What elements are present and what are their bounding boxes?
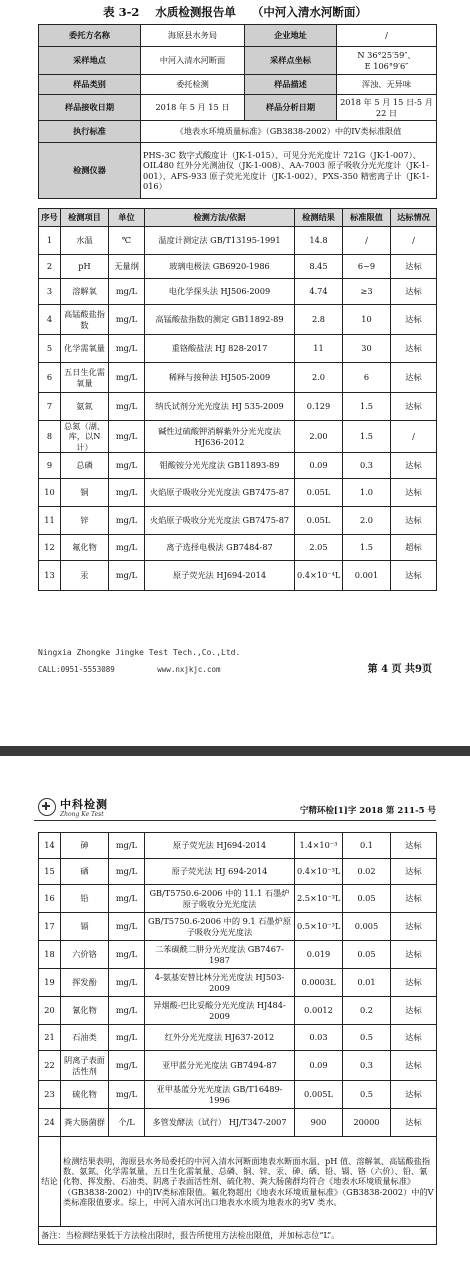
- cell-method: 电化学探头法 HJ506-2009: [145, 279, 295, 305]
- cell-item: 铅: [61, 885, 109, 913]
- header-limit: 标准限值: [343, 209, 391, 227]
- cell-limit: 0.3: [343, 453, 391, 479]
- cell-unit: mg/L: [109, 335, 145, 363]
- cell-limit: 10: [343, 305, 391, 335]
- cell-method: 原子荧光法 HJ 694-2014: [145, 859, 295, 885]
- cell-result: 0.5×10⁻³L: [295, 913, 343, 941]
- cell-no: 22: [39, 1051, 61, 1081]
- cell-no: 5: [39, 335, 61, 363]
- cell-item: pH: [61, 255, 109, 279]
- cell-no: 10: [39, 479, 61, 507]
- cell-result: 0.019: [295, 941, 343, 969]
- cell-unit: mg/L: [109, 969, 145, 997]
- conclusion-row: [39, 1137, 437, 1227]
- results-table-1: [38, 208, 437, 591]
- cell-method: 高锰酸盐指数的测定 GB11892-89: [145, 305, 295, 335]
- table-row: [39, 507, 437, 535]
- website-link[interactable]: www.nxjkjc.com: [157, 665, 221, 674]
- cell-item: 溶解氧: [61, 279, 109, 305]
- client-label: 委托方名称: [39, 25, 141, 47]
- standard-label: 执行标准: [39, 121, 141, 143]
- analysis-label: 样品分析日期: [245, 95, 337, 121]
- cell-item: 粪大肠菌群: [61, 1109, 109, 1137]
- cell-method: 4-氨基安替比林分光光度法 HJ503-2009: [145, 969, 295, 997]
- cell-limit: 0.001: [343, 561, 391, 591]
- table-row: [39, 363, 437, 393]
- cell-unit: mg/L: [109, 507, 145, 535]
- cell-item: 挥发酚: [61, 969, 109, 997]
- cell-item: 硫化物: [61, 1081, 109, 1109]
- cell-no: 8: [39, 421, 61, 453]
- cell-limit: 0.05: [343, 885, 391, 913]
- cell-result: 0.4×10⁻³L: [295, 859, 343, 885]
- header-divider: [34, 820, 436, 821]
- cell-status: 达标: [391, 969, 437, 997]
- cell-unit: 无量纲: [109, 255, 145, 279]
- results-header-row: [39, 209, 437, 227]
- cell-unit: mg/L: [109, 421, 145, 453]
- cell-result: 0.09: [295, 1051, 343, 1081]
- table-row: [39, 561, 437, 591]
- cell-limit: 0.5: [343, 1081, 391, 1109]
- table-title: [0, 4, 470, 20]
- cell-result: 900: [295, 1109, 343, 1137]
- site-label: 采样地点: [39, 47, 141, 75]
- instrument-label: 检测仪器: [39, 143, 141, 199]
- cell-no: 17: [39, 913, 61, 941]
- cell-method: 火焰原子吸收分光光度法 GB7475-87: [145, 479, 295, 507]
- table-row: [39, 1109, 437, 1137]
- cell-item: 镉: [61, 913, 109, 941]
- cell-no: 9: [39, 453, 61, 479]
- analysis-value: 2018 年 5 月 15 日-5 月 22 日: [337, 95, 437, 121]
- table-row: [39, 913, 437, 941]
- cell-limit: 20000: [343, 1109, 391, 1137]
- address-value: /: [337, 25, 437, 47]
- cell-status: 达标: [391, 1109, 437, 1137]
- table-row: [39, 393, 437, 421]
- cell-method: 多管发酵法（试行） HJ/T347-2007: [145, 1109, 295, 1137]
- company-name: Ningxia Zhongke Jingke Test Tech.,Co.,Ltd.: [38, 648, 241, 657]
- cell-item: 氰化物: [61, 997, 109, 1025]
- cell-method: 异烟酸-巴比妥酸分光光度法 HJ484-2009: [145, 997, 295, 1025]
- cell-unit: mg/L: [109, 479, 145, 507]
- cell-limit: ≥3: [343, 279, 391, 305]
- cell-item: 氟化物: [61, 535, 109, 561]
- cell-item: 水温: [61, 227, 109, 255]
- cell-method: 二苯碳酰二肼分光光度法 GB7467-1987: [145, 941, 295, 969]
- contact-line: [38, 665, 221, 674]
- table-row: [39, 941, 437, 969]
- note-text: 备注：当检测结果低于方法检出限时，报告所使用方法检出限值，并加标志位“L”。: [39, 1227, 437, 1245]
- client-value: 海原县水务局: [141, 25, 245, 47]
- cell-limit: 1.5: [343, 535, 391, 561]
- category-value: 委托检测: [141, 75, 245, 95]
- table-row: [39, 279, 437, 305]
- header-item: 检测项目: [61, 209, 109, 227]
- cell-limit: 0.01: [343, 969, 391, 997]
- cell-status: 达标: [391, 363, 437, 393]
- report-page-2: [0, 782, 470, 1279]
- section-name: （中河入清水河断面）: [251, 5, 367, 19]
- cell-status: 达标: [391, 561, 437, 591]
- desc-label: 样品描述: [245, 75, 337, 95]
- cell-status: /: [391, 421, 437, 453]
- cell-item: 六价铬: [61, 941, 109, 969]
- cell-method: 原子荧光法 HJ694-2014: [145, 833, 295, 859]
- cell-no: 20: [39, 997, 61, 1025]
- cell-method: GB/T5750.6-2006 中的 11.1 石墨炉原子吸收分光光度法: [145, 885, 295, 913]
- cell-result: 2.05: [295, 535, 343, 561]
- cell-result: 0.4×10⁻⁴L: [295, 561, 343, 591]
- cell-result: 0.0012: [295, 997, 343, 1025]
- cell-unit: mg/L: [109, 833, 145, 859]
- cell-item: 砷: [61, 833, 109, 859]
- coord-label: 采样点坐标: [245, 47, 337, 75]
- cell-unit: ℃: [109, 227, 145, 255]
- header-method: 检测方法/依据: [145, 209, 295, 227]
- coord-value: [337, 47, 437, 75]
- header-unit: 单位: [109, 209, 145, 227]
- cell-unit: mg/L: [109, 363, 145, 393]
- cell-result: 0.09: [295, 453, 343, 479]
- table-row: [39, 969, 437, 997]
- note-row: [39, 1227, 437, 1245]
- recv-label: 样品接收日期: [39, 95, 141, 121]
- table-row: [39, 335, 437, 363]
- cell-unit: mg/L: [109, 305, 145, 335]
- table-number: 表 3-2: [103, 5, 140, 19]
- cell-item: 氨氮: [61, 393, 109, 421]
- coord-longitude: E 106°9′6″: [364, 60, 409, 71]
- cell-no: 23: [39, 1081, 61, 1109]
- cell-status: 达标: [391, 913, 437, 941]
- cell-item: 汞: [61, 561, 109, 591]
- cell-method: 红外分光光度法 HJ637-2012: [145, 1025, 295, 1051]
- cell-item: 总磷: [61, 453, 109, 479]
- cell-unit: mg/L: [109, 393, 145, 421]
- cell-no: 7: [39, 393, 61, 421]
- results-table-2: [38, 832, 437, 1245]
- address-label: 企业地址: [245, 25, 337, 47]
- table-row: [39, 1081, 437, 1109]
- cell-method: 钼酸铵分光光度法 GB11893-89: [145, 453, 295, 479]
- cell-limit: 30: [343, 335, 391, 363]
- table-row: [39, 421, 437, 453]
- header-no: 序号: [39, 209, 61, 227]
- cell-limit: /: [343, 227, 391, 255]
- cell-status: 达标: [391, 305, 437, 335]
- cell-unit: mg/L: [109, 997, 145, 1025]
- page-separator: [0, 700, 470, 782]
- cell-unit: mg/L: [109, 913, 145, 941]
- table-row: [39, 1051, 437, 1081]
- sample-info-table: [38, 24, 437, 199]
- logo-mark-icon: [38, 798, 56, 816]
- cell-unit: 个/L: [109, 1109, 145, 1137]
- cell-result: 11: [295, 335, 343, 363]
- conclusion-label: 结论: [39, 1137, 61, 1227]
- cell-limit: 2.0: [343, 507, 391, 535]
- table-row: [39, 255, 437, 279]
- cell-method: 亚甲基蓝分光光度法 GB/T16489-1996: [145, 1081, 295, 1109]
- cell-limit: 0.02: [343, 859, 391, 885]
- table-row: [39, 305, 437, 335]
- cell-result: 0.05L: [295, 479, 343, 507]
- document-number: 宁精环检[1]字 2018 第 211-5 号: [299, 806, 436, 816]
- cell-method: 重铬酸盐法 HJ 828-2017: [145, 335, 295, 363]
- cell-unit: mg/L: [109, 859, 145, 885]
- cell-status: 达标: [391, 393, 437, 421]
- cell-method: 温度计测定法 GB/T13195-1991: [145, 227, 295, 255]
- cell-no: 16: [39, 885, 61, 913]
- cell-item: 高锰酸盐指数: [61, 305, 109, 335]
- cell-item: 阴离子表面活性剂: [61, 1051, 109, 1081]
- recv-value: 2018 年 5 月 15 日: [141, 95, 245, 121]
- instrument-value: PHS-3C 数字式酸度计（JK-1-015）、可见分光光度计 721G（JK-1-007）、OIL480 红外分光测油仪（JK-1-008）、AA-7003 原子吸收分光光度计（JK-1-001）、AFS-933 原子荧光光度计（JK-1-002）、PXS-350 精密离子计（JK-1-016）: [141, 143, 437, 199]
- cell-status: 达标: [391, 833, 437, 859]
- cell-method: 原子荧光法 HJ694-2014: [145, 561, 295, 591]
- cell-limit: 0.3: [343, 1051, 391, 1081]
- separator-band: [0, 746, 470, 756]
- cell-result: 2.00: [295, 421, 343, 453]
- cell-no: 3: [39, 279, 61, 305]
- table-row: [39, 859, 437, 885]
- table-row: [39, 535, 437, 561]
- cell-result: 14.8: [295, 227, 343, 255]
- cell-status: 达标: [391, 507, 437, 535]
- cell-item: 硒: [61, 859, 109, 885]
- table-row: [39, 1025, 437, 1051]
- cell-result: 1.4×10⁻³: [295, 833, 343, 859]
- cell-no: 19: [39, 969, 61, 997]
- logo-text-cn: 中科检测: [60, 798, 108, 811]
- cell-result: 0.03: [295, 1025, 343, 1051]
- table-row: [39, 997, 437, 1025]
- cell-unit: mg/L: [109, 453, 145, 479]
- header-result: 检测结果: [295, 209, 343, 227]
- cell-unit: mg/L: [109, 1051, 145, 1081]
- cell-status: 达标: [391, 453, 437, 479]
- cell-status: /: [391, 227, 437, 255]
- cell-method: 玻璃电极法 GB6920-1986: [145, 255, 295, 279]
- cell-no: 1: [39, 227, 61, 255]
- phone-number: CALL:0951-5553089: [38, 665, 115, 674]
- cell-limit: 1.5: [343, 421, 391, 453]
- cell-item: 总氮（湖、库，以N计）: [61, 421, 109, 453]
- cell-status: 达标: [391, 255, 437, 279]
- cell-limit: 0.1: [343, 833, 391, 859]
- cell-method: 碱性过硫酸钾消解紫外分光光度法 HJ636-2012: [145, 421, 295, 453]
- cell-limit: 6: [343, 363, 391, 393]
- cell-limit: 0.05: [343, 941, 391, 969]
- cell-no: 4: [39, 305, 61, 335]
- cell-no: 24: [39, 1109, 61, 1137]
- cell-result: 2.5×10⁻³L: [295, 885, 343, 913]
- report-name: 水质检测报告单: [155, 5, 236, 19]
- cell-method: GB/T5750.6-2006 中的 9.1 石墨炉原子吸收分光光度法: [145, 913, 295, 941]
- cell-status: 达标: [391, 997, 437, 1025]
- table-row: [39, 453, 437, 479]
- cell-status: 达标: [391, 885, 437, 913]
- table-row: [39, 833, 437, 859]
- cell-no: 2: [39, 255, 61, 279]
- coord-latitude: N 36°25′59″、: [357, 50, 416, 61]
- cell-status: 达标: [391, 1025, 437, 1051]
- cell-item: 铜: [61, 479, 109, 507]
- page-number: 第 4 页 共9页: [367, 664, 432, 675]
- conclusion-text: 检测结果表明，海原县水务局委托的中河入清水河断面地表水断面水温、pH 值、溶解氧、高锰酸盐指数、氨氮、化学需氧量、五日生化需氧量、总磷、铜、锌、汞、砷、硒、铅、镉、铬（六价）、铅、氰化物、挥发酚、石油类、阴离子表面活性剂、硫化物、粪大肠菌群均符合《地表水环境质量标准》（GB3838-2002）中的IV类标准限值。氟化物超出《地表水环境质量标准》（GB3838-2002）中的V 类标准限值要求。综上，中河入清水河出口地表水水质为地表水的劣V 类水。: [61, 1137, 437, 1227]
- cell-result: 8.45: [295, 255, 343, 279]
- cell-result: 0.005L: [295, 1081, 343, 1109]
- cell-status: 达标: [391, 335, 437, 363]
- cell-limit: 0.005: [343, 913, 391, 941]
- cell-no: 15: [39, 859, 61, 885]
- cell-status: 达标: [391, 1081, 437, 1109]
- cell-no: 6: [39, 363, 61, 393]
- cell-method: 亚甲蓝分光光度法 GB7494-87: [145, 1051, 295, 1081]
- cell-status: 达标: [391, 941, 437, 969]
- cell-status: 达标: [391, 279, 437, 305]
- cell-no: 14: [39, 833, 61, 859]
- cell-result: 0.0003L: [295, 969, 343, 997]
- cell-limit: 1.5: [343, 393, 391, 421]
- desc-value: 浑浊、无异味: [337, 75, 437, 95]
- cell-no: 12: [39, 535, 61, 561]
- cell-unit: mg/L: [109, 561, 145, 591]
- cell-limit: 0.5: [343, 1025, 391, 1051]
- cell-method: 火焰原子吸收分光光度法 GB7475-87: [145, 507, 295, 535]
- table-row: [39, 885, 437, 913]
- cell-method: 纳氏试剂分光光度法 HJ 535-2009: [145, 393, 295, 421]
- cell-result: 0.05L: [295, 507, 343, 535]
- table-row: [39, 227, 437, 255]
- cell-result: 2.0: [295, 363, 343, 393]
- standard-value: 《地表水环境质量标准》（GB3838-2002）中的IV类标准限值: [141, 121, 437, 143]
- category-label: 样品类别: [39, 75, 141, 95]
- cell-unit: mg/L: [109, 941, 145, 969]
- cell-unit: mg/L: [109, 535, 145, 561]
- cell-result: 2.8: [295, 305, 343, 335]
- cell-no: 21: [39, 1025, 61, 1051]
- cell-limit: 1.0: [343, 479, 391, 507]
- cell-no: 13: [39, 561, 61, 591]
- cell-method: 稀释与接种法 HJ505-2009: [145, 363, 295, 393]
- table-row: [39, 479, 437, 507]
- cell-status: 达标: [391, 859, 437, 885]
- cell-item: 锌: [61, 507, 109, 535]
- cell-status: 超标: [391, 535, 437, 561]
- cell-result: 4.74: [295, 279, 343, 305]
- cell-no: 11: [39, 507, 61, 535]
- cell-limit: 0.2: [343, 997, 391, 1025]
- cell-limit: 6~9: [343, 255, 391, 279]
- cell-unit: mg/L: [109, 1025, 145, 1051]
- cell-unit: mg/L: [109, 1081, 145, 1109]
- cell-result: 0.129: [295, 393, 343, 421]
- site-value: 中河入清水河断面: [141, 47, 245, 75]
- cell-unit: mg/L: [109, 885, 145, 913]
- logo-text-en: Zhong Ke Test: [60, 811, 104, 818]
- cell-status: 达标: [391, 479, 437, 507]
- cell-item: 石油类: [61, 1025, 109, 1051]
- cell-no: 18: [39, 941, 61, 969]
- cell-method: 离子选择电极法 GB7484-87: [145, 535, 295, 561]
- cell-item: 五日生化需氧量: [61, 363, 109, 393]
- cell-item: 化学需氧量: [61, 335, 109, 363]
- cell-unit: mg/L: [109, 279, 145, 305]
- cell-status: 达标: [391, 1051, 437, 1081]
- header-status: 达标情况: [391, 209, 437, 227]
